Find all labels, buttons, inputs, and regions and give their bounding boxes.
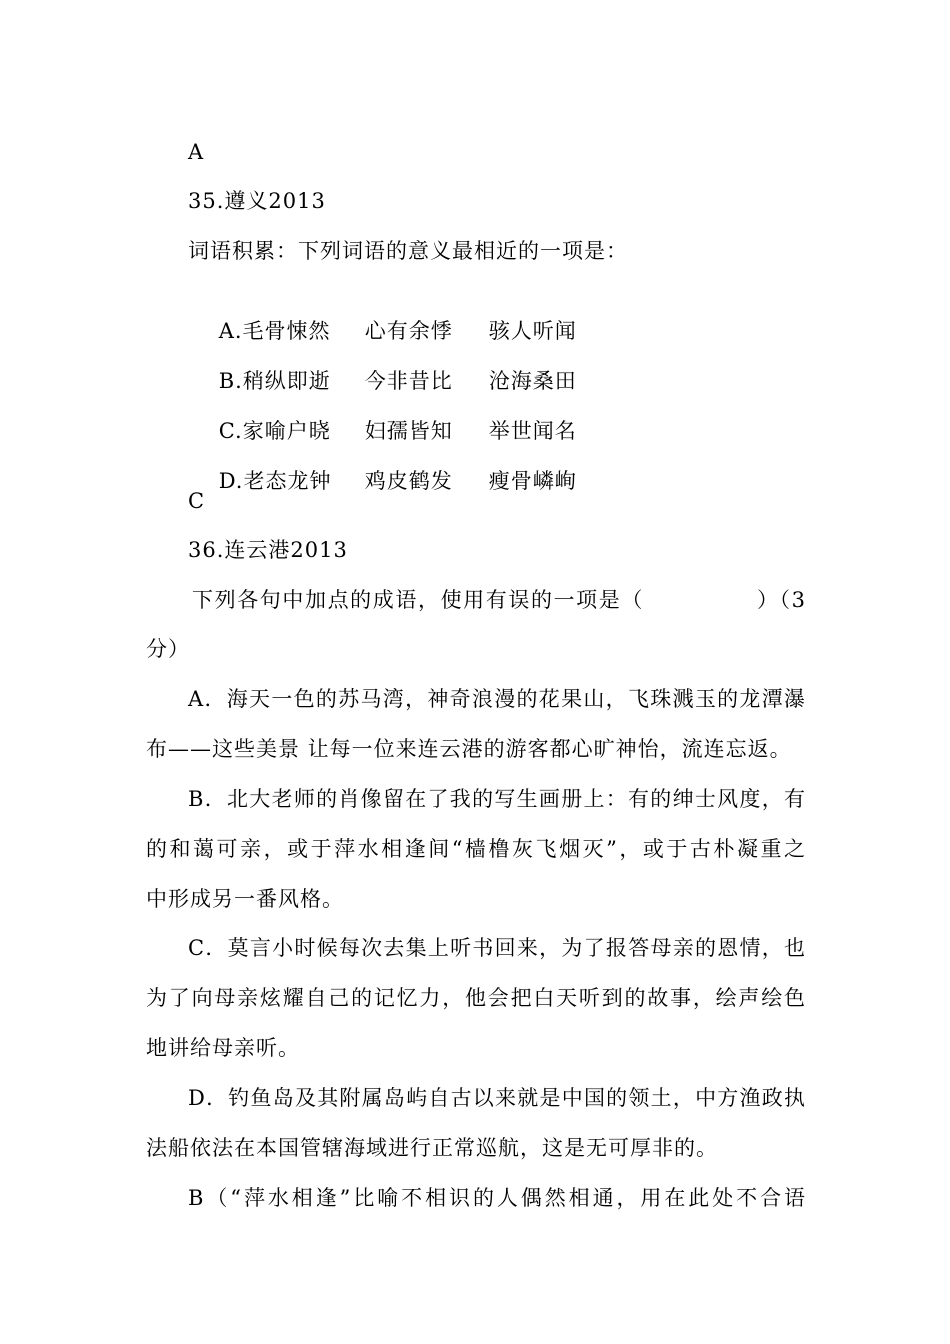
- q36-stem-cont: 分）: [146, 637, 190, 661]
- q36-option-a: A．海天一色的苏马湾，神奇浪漫的花果山，飞珠溅玉的龙潭瀑: [188, 687, 806, 711]
- q36-stem: 下列各句中加点的成语，使用有误的一项是（ ）（3: [192, 588, 806, 612]
- option-term: 骇人听闻: [488, 319, 577, 343]
- option-term: 举世闻名: [488, 419, 577, 443]
- option-label: A.: [218, 319, 243, 343]
- q36-option-d-cont: 法船依法在本国管辖海域进行正常巡航，这是无可厚非的。: [146, 1136, 718, 1160]
- q35-heading: 35.遵义2013: [188, 189, 326, 213]
- option-term: 妇孺皆知: [364, 419, 453, 443]
- option-term: 家喻户晓: [242, 419, 331, 443]
- option-term: 瘦骨嶙峋: [488, 469, 577, 493]
- q36-option-c-cont2: 地讲给母亲听。: [146, 1036, 300, 1060]
- option-term: 今非昔比: [364, 369, 453, 393]
- option-term: 老态龙钟: [243, 469, 332, 493]
- option-label: C.: [218, 419, 243, 443]
- q35-option-d: [188, 436, 577, 526]
- q36-answer: B（“萍水相逢”比喻不相识的人偶然相通，用在此处不合语: [188, 1186, 806, 1210]
- q36-option-b-cont: 的和蔼可亲，或于萍水相逢间“樯橹灰飞烟灭”，或于古朴凝重之: [146, 837, 806, 861]
- q36-option-b: B．北大老师的肖像留在了我的写生画册上：有的绅士风度，有: [188, 787, 806, 811]
- q36-option-c: C．莫言小时候每次去集上听书回来，为了报答母亲的恩情，也: [188, 936, 806, 960]
- option-term: 毛骨悚然: [242, 319, 331, 343]
- option-label: B.: [218, 369, 243, 393]
- q36-heading: 36.连云港2013: [188, 538, 348, 562]
- q36-option-b-cont2: 中形成另一番风格。: [146, 887, 344, 911]
- q36-option-d: D．钓鱼岛及其附属岛屿自古以来就是中国的领土，中方渔政执: [188, 1086, 806, 1110]
- q34-answer: A: [188, 140, 205, 164]
- q36-option-c-cont: 为了向母亲炫耀自己的记忆力，他会把白天听到的故事，绘声绘色: [146, 986, 806, 1010]
- option-term: 心有余悸: [364, 319, 453, 343]
- q35-stem: 词语积累：下列词语的意义最相近的一项是：: [188, 239, 628, 263]
- option-label: D.: [218, 469, 244, 493]
- option-term: 稍纵即逝: [242, 369, 331, 393]
- option-term: 沧海桑田: [488, 369, 577, 393]
- q35-answer: C: [188, 489, 206, 513]
- option-term: 鸡皮鹤发: [364, 469, 453, 493]
- q36-option-a-cont: 布——这些美景 让每一位来连云港的游客都心旷神怡，流连忘返。: [146, 737, 792, 761]
